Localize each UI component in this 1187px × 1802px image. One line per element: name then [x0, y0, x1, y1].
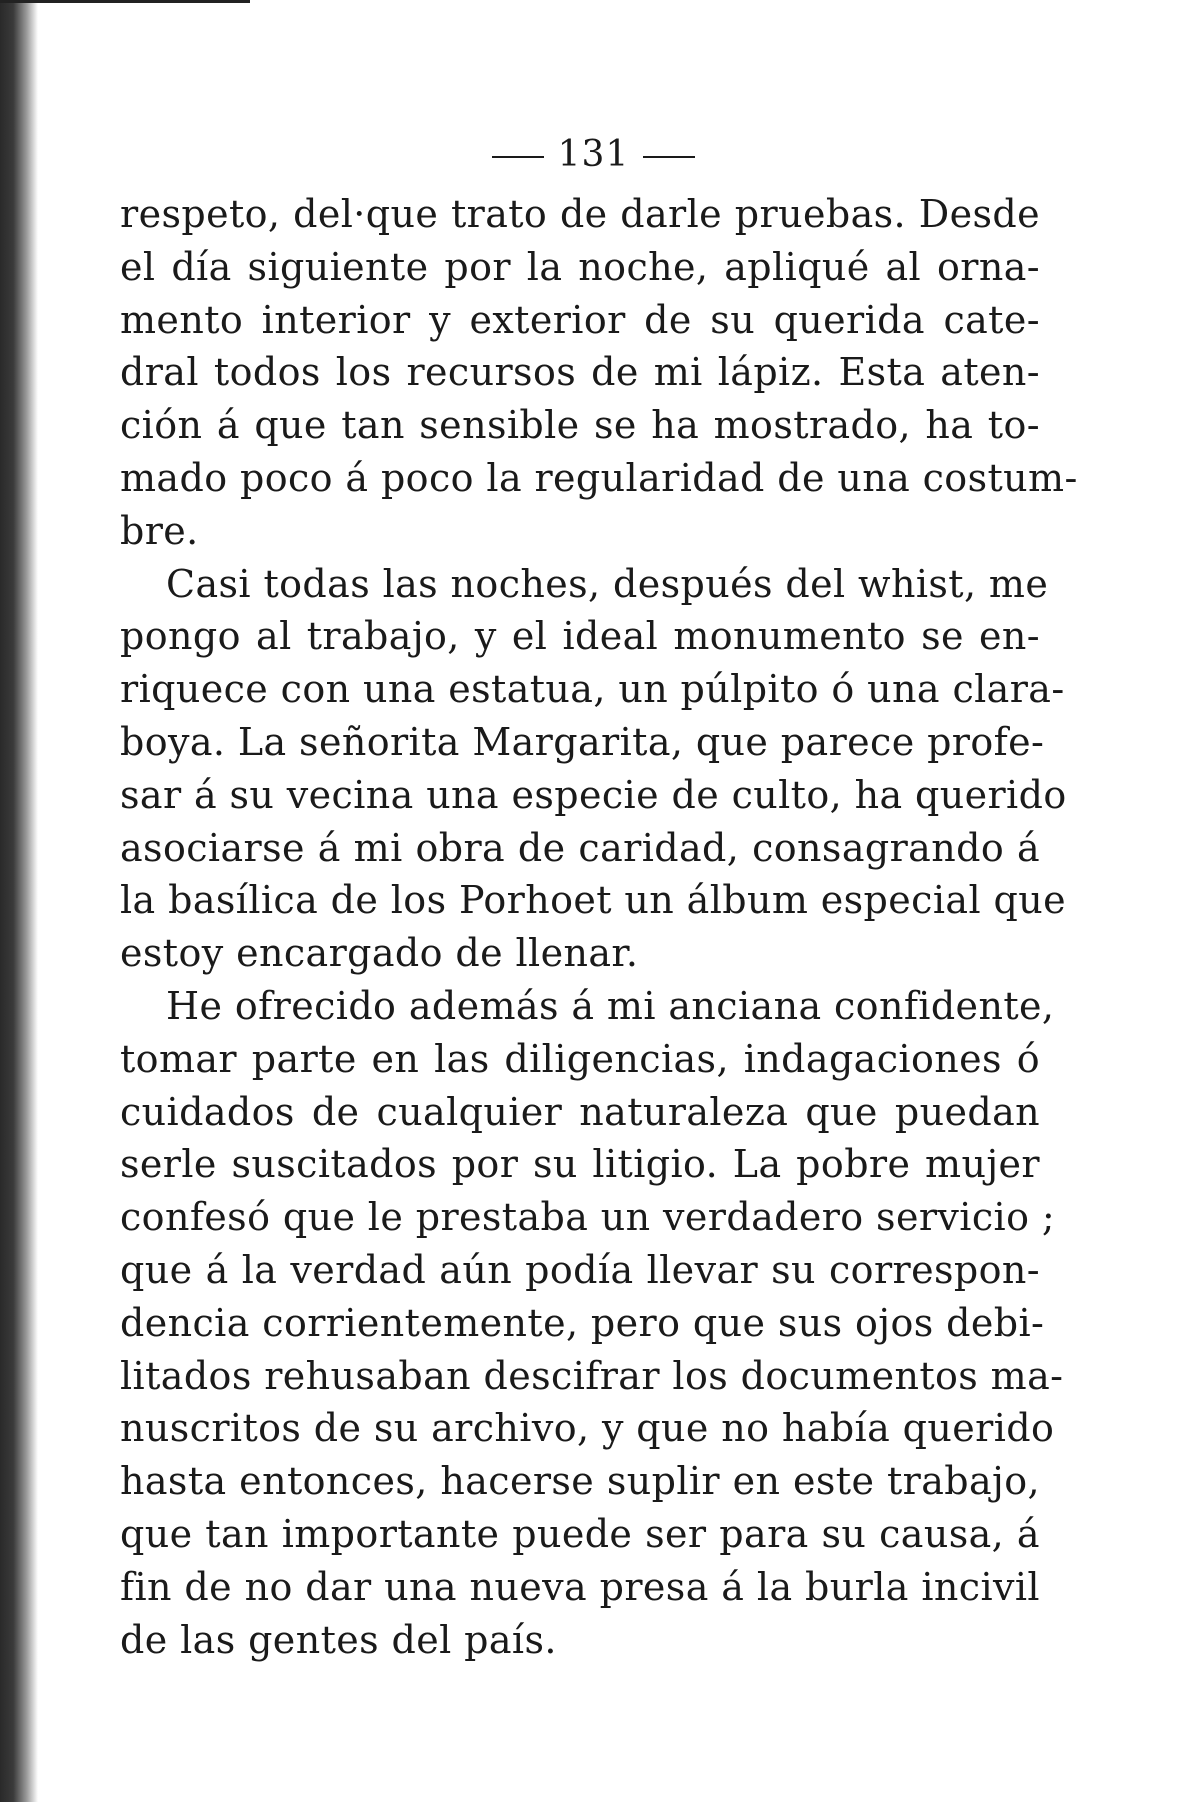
page-number [0, 134, 1187, 175]
text-line: Casi todas las noches, después del whist, me [166, 561, 1049, 606]
text-line: que á la verdad aún podía llevar su correspon- [120, 1247, 1040, 1292]
text-line: ción á que tan sensible se ha mostrado, ha to- [120, 403, 1040, 448]
text-line: cuidados de cualquier naturaleza que puedan [120, 1089, 1040, 1134]
text-line: de las gentes del país. [120, 1617, 557, 1662]
text-line: hasta entonces, hacerse suplir en este trabajo, [120, 1459, 1040, 1504]
paragraph [120, 188, 1078, 558]
page-number-dash-left [492, 156, 544, 158]
text-line: boya. La señorita Margarita, que parece profe- [120, 719, 1045, 764]
text-line: el día siguiente por la noche, apliqué al orna- [120, 244, 1040, 289]
text-line: bre. [120, 508, 199, 553]
text-line: que tan importante puede ser para su causa, á [120, 1511, 1040, 1556]
body-text [120, 188, 1078, 1666]
paragraph [120, 980, 1064, 1666]
text-line: mento interior y exterior de su querida cate- [120, 297, 1040, 342]
page-number-dash-right [643, 156, 695, 158]
text-line: serle suscitados por su litigio. La pobre mujer [120, 1142, 1040, 1187]
text-line: fin de no dar una nueva presa á la burla incivil [120, 1564, 1040, 1609]
paragraph [120, 558, 1067, 980]
text-line: riquece con una estatua, un púlpito ó una clara- [120, 667, 1065, 712]
text-line: tomar parte en las diligencias, indagaciones ó [120, 1036, 1040, 1081]
text-line: estoy encargado de llenar. [120, 931, 639, 976]
text-line: He ofrecido además á mi anciana confidente, [166, 983, 1055, 1028]
book-binding-edge [0, 0, 38, 1802]
binding-top-mark [0, 0, 250, 3]
text-line: asociarse á mi obra de caridad, consagrando á [120, 825, 1040, 870]
text-line: pongo al trabajo, y el ideal monumento se en- [120, 614, 1040, 659]
text-line: nuscritos de su archivo, y que no había querido [120, 1406, 1055, 1451]
text-line: litados rehusaban descifrar los documentos ma- [120, 1353, 1064, 1398]
text-line: confesó que le prestaba un verdadero servicio ; [120, 1195, 1056, 1240]
text-line: mado poco á poco la regularidad de una costum- [120, 455, 1078, 500]
text-line: respeto, del·que trato de darle pruebas. Desde [120, 192, 1040, 236]
text-line: sar á su vecina una especie de culto, ha querido [120, 772, 1067, 817]
text-line: dencia corrientemente, pero que sus ojos debi- [120, 1300, 1045, 1345]
page-number-value: 131 [557, 134, 630, 175]
text-line: dral todos los recursos de mi lápiz. Esta aten- [120, 350, 1040, 395]
text-line: la basílica de los Porhoet un álbum especial que [120, 878, 1066, 923]
